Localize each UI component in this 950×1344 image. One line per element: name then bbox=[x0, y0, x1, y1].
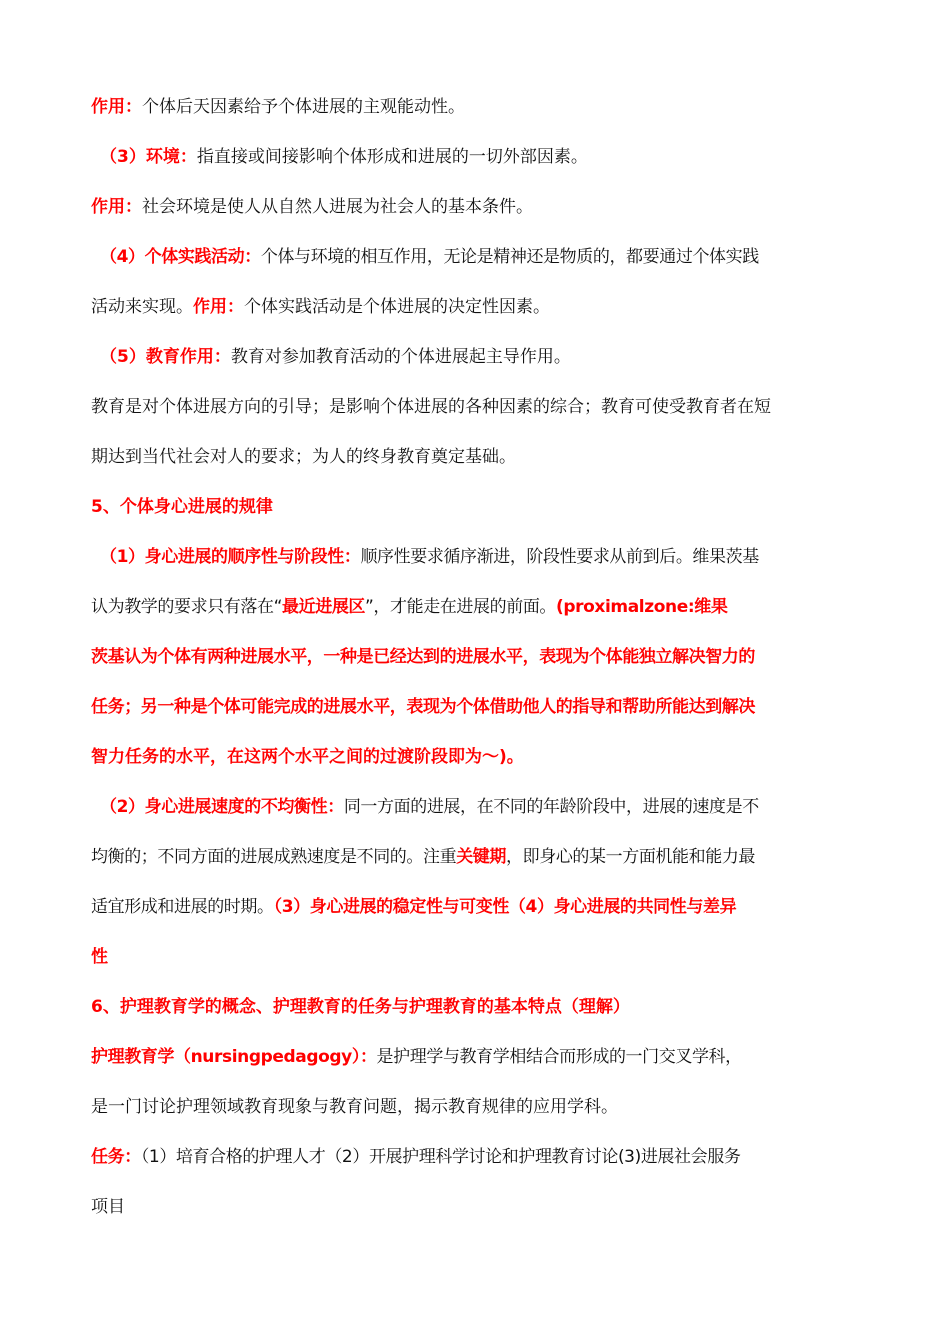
red-label: (proximalzone:维果 bbox=[556, 597, 728, 617]
section-heading bbox=[91, 495, 861, 519]
red-label: 作用： bbox=[91, 97, 142, 117]
body-text: 项目 bbox=[91, 1197, 125, 1217]
paragraph-line bbox=[91, 695, 861, 719]
body-text: 个体与环境的相互作用，无论是精神还是物质的，都要通过个体实践 bbox=[260, 247, 759, 267]
red-text: 性 bbox=[91, 947, 108, 967]
red-label: （5）教育作用： bbox=[100, 347, 231, 367]
body-text: 教育对参加教育活动的个体进展起主导作用。 bbox=[230, 347, 571, 367]
paragraph-line bbox=[91, 1195, 861, 1219]
paragraph-line bbox=[91, 845, 861, 869]
paragraph-line bbox=[91, 445, 861, 469]
red-label: （4）个体实践活动： bbox=[100, 247, 261, 267]
red-label: （2）身心进展速度的不均衡性： bbox=[100, 797, 344, 817]
red-label: 作用： bbox=[193, 297, 244, 317]
body-text: （1）培育合格的护理人才（2）开展护理科学讨论和护理教育讨论(3)进展社会服务 bbox=[140, 1147, 741, 1167]
paragraph-line bbox=[91, 1095, 861, 1119]
paragraph-line bbox=[91, 395, 861, 419]
paragraph-line bbox=[100, 145, 870, 169]
body-text: 同一方面的进展，在不同的年龄阶段中，进展的速度是不 bbox=[343, 797, 759, 817]
body-text: 是一门讨论护理领域教育现象与教育问题，揭示教育规律的应用学科。 bbox=[91, 1097, 618, 1117]
paragraph-line bbox=[91, 895, 861, 919]
paragraph-line bbox=[100, 345, 870, 369]
paragraph-line bbox=[91, 195, 861, 219]
body-text: 活动来实现。 bbox=[91, 297, 193, 317]
body-text: 均衡的；不同方面的进展成熟速度是不同的。注重 bbox=[91, 847, 457, 867]
red-label: （3）环境： bbox=[100, 147, 197, 167]
paragraph-line bbox=[91, 595, 861, 619]
body-text: 教育是对个体进展方向的引导；是影响个体进展的各种因素的综合；教育可使受教育者在短 bbox=[91, 397, 771, 417]
red-label: 作用： bbox=[91, 197, 142, 217]
body-text: 社会环境是使人从自然人进展为社会人的基本条件。 bbox=[142, 197, 533, 217]
paragraph-line bbox=[100, 545, 870, 569]
red-label: 任务： bbox=[91, 1147, 141, 1167]
red-label: 护理教育学（nursingpedagogy）： bbox=[91, 1047, 377, 1067]
paragraph-line bbox=[100, 245, 870, 269]
paragraph-line bbox=[91, 945, 861, 969]
body-text: ”，才能走在进展的前面。 bbox=[365, 597, 557, 617]
paragraph-line bbox=[91, 295, 861, 319]
body-text: ，即身心的某一方面机能和能力最 bbox=[506, 847, 756, 867]
red-text: 智力任务的水平，在这两个水平之间的过渡阶段即为～)。 bbox=[91, 747, 524, 767]
red-label: （3）身心进展的稳定性与可变性（4）身心进展的共同性与差异 bbox=[273, 897, 737, 917]
paragraph-line bbox=[91, 1045, 861, 1069]
body-text: 期达到当代社会对人的要求；为人的终身教育奠定基础。 bbox=[91, 447, 516, 467]
body-text: 指直接或间接影响个体形成和进展的一切外部因素。 bbox=[196, 147, 588, 167]
red-label: 关键期 bbox=[456, 847, 507, 867]
body-text: 个体实践活动是个体进展的决定性因素。 bbox=[244, 297, 550, 317]
red-heading: 5、个体身心进展的规律 bbox=[91, 497, 273, 517]
red-heading: 6、护理教育学的概念、护理教育的任务与护理教育的基本特点（理解） bbox=[91, 997, 630, 1017]
red-text: 茨基认为个体有两种进展水平，一种是已经达到的进展水平，表现为个体能独立解决智力的 bbox=[91, 647, 755, 667]
paragraph-line bbox=[91, 645, 861, 669]
paragraph-line bbox=[100, 795, 870, 819]
red-label: （1）身心进展的顺序性与阶段性： bbox=[100, 547, 361, 567]
body-text: 认为教学的要求只有落在“ bbox=[91, 597, 283, 617]
paragraph-line bbox=[91, 745, 861, 769]
body-text: 适宜形成和进展的时期。 bbox=[91, 897, 274, 917]
section-heading bbox=[91, 995, 861, 1019]
body-text: 个体后天因素给予个体进展的主观能动性。 bbox=[142, 97, 465, 117]
red-label: 最近进展区 bbox=[282, 597, 366, 617]
body-text: 顺序性要求循序渐进，阶段性要求从前到后。维果茨基 bbox=[360, 547, 759, 567]
red-text: 任务；另一种是个体可能完成的进展水平，表现为个体借助他人的指导和帮助所能达到解决 bbox=[91, 697, 755, 717]
paragraph-line bbox=[91, 1145, 861, 1169]
paragraph-line bbox=[91, 95, 861, 119]
body-text: 是护理学与教育学相结合而形成的一门交叉学科， bbox=[376, 1047, 742, 1067]
